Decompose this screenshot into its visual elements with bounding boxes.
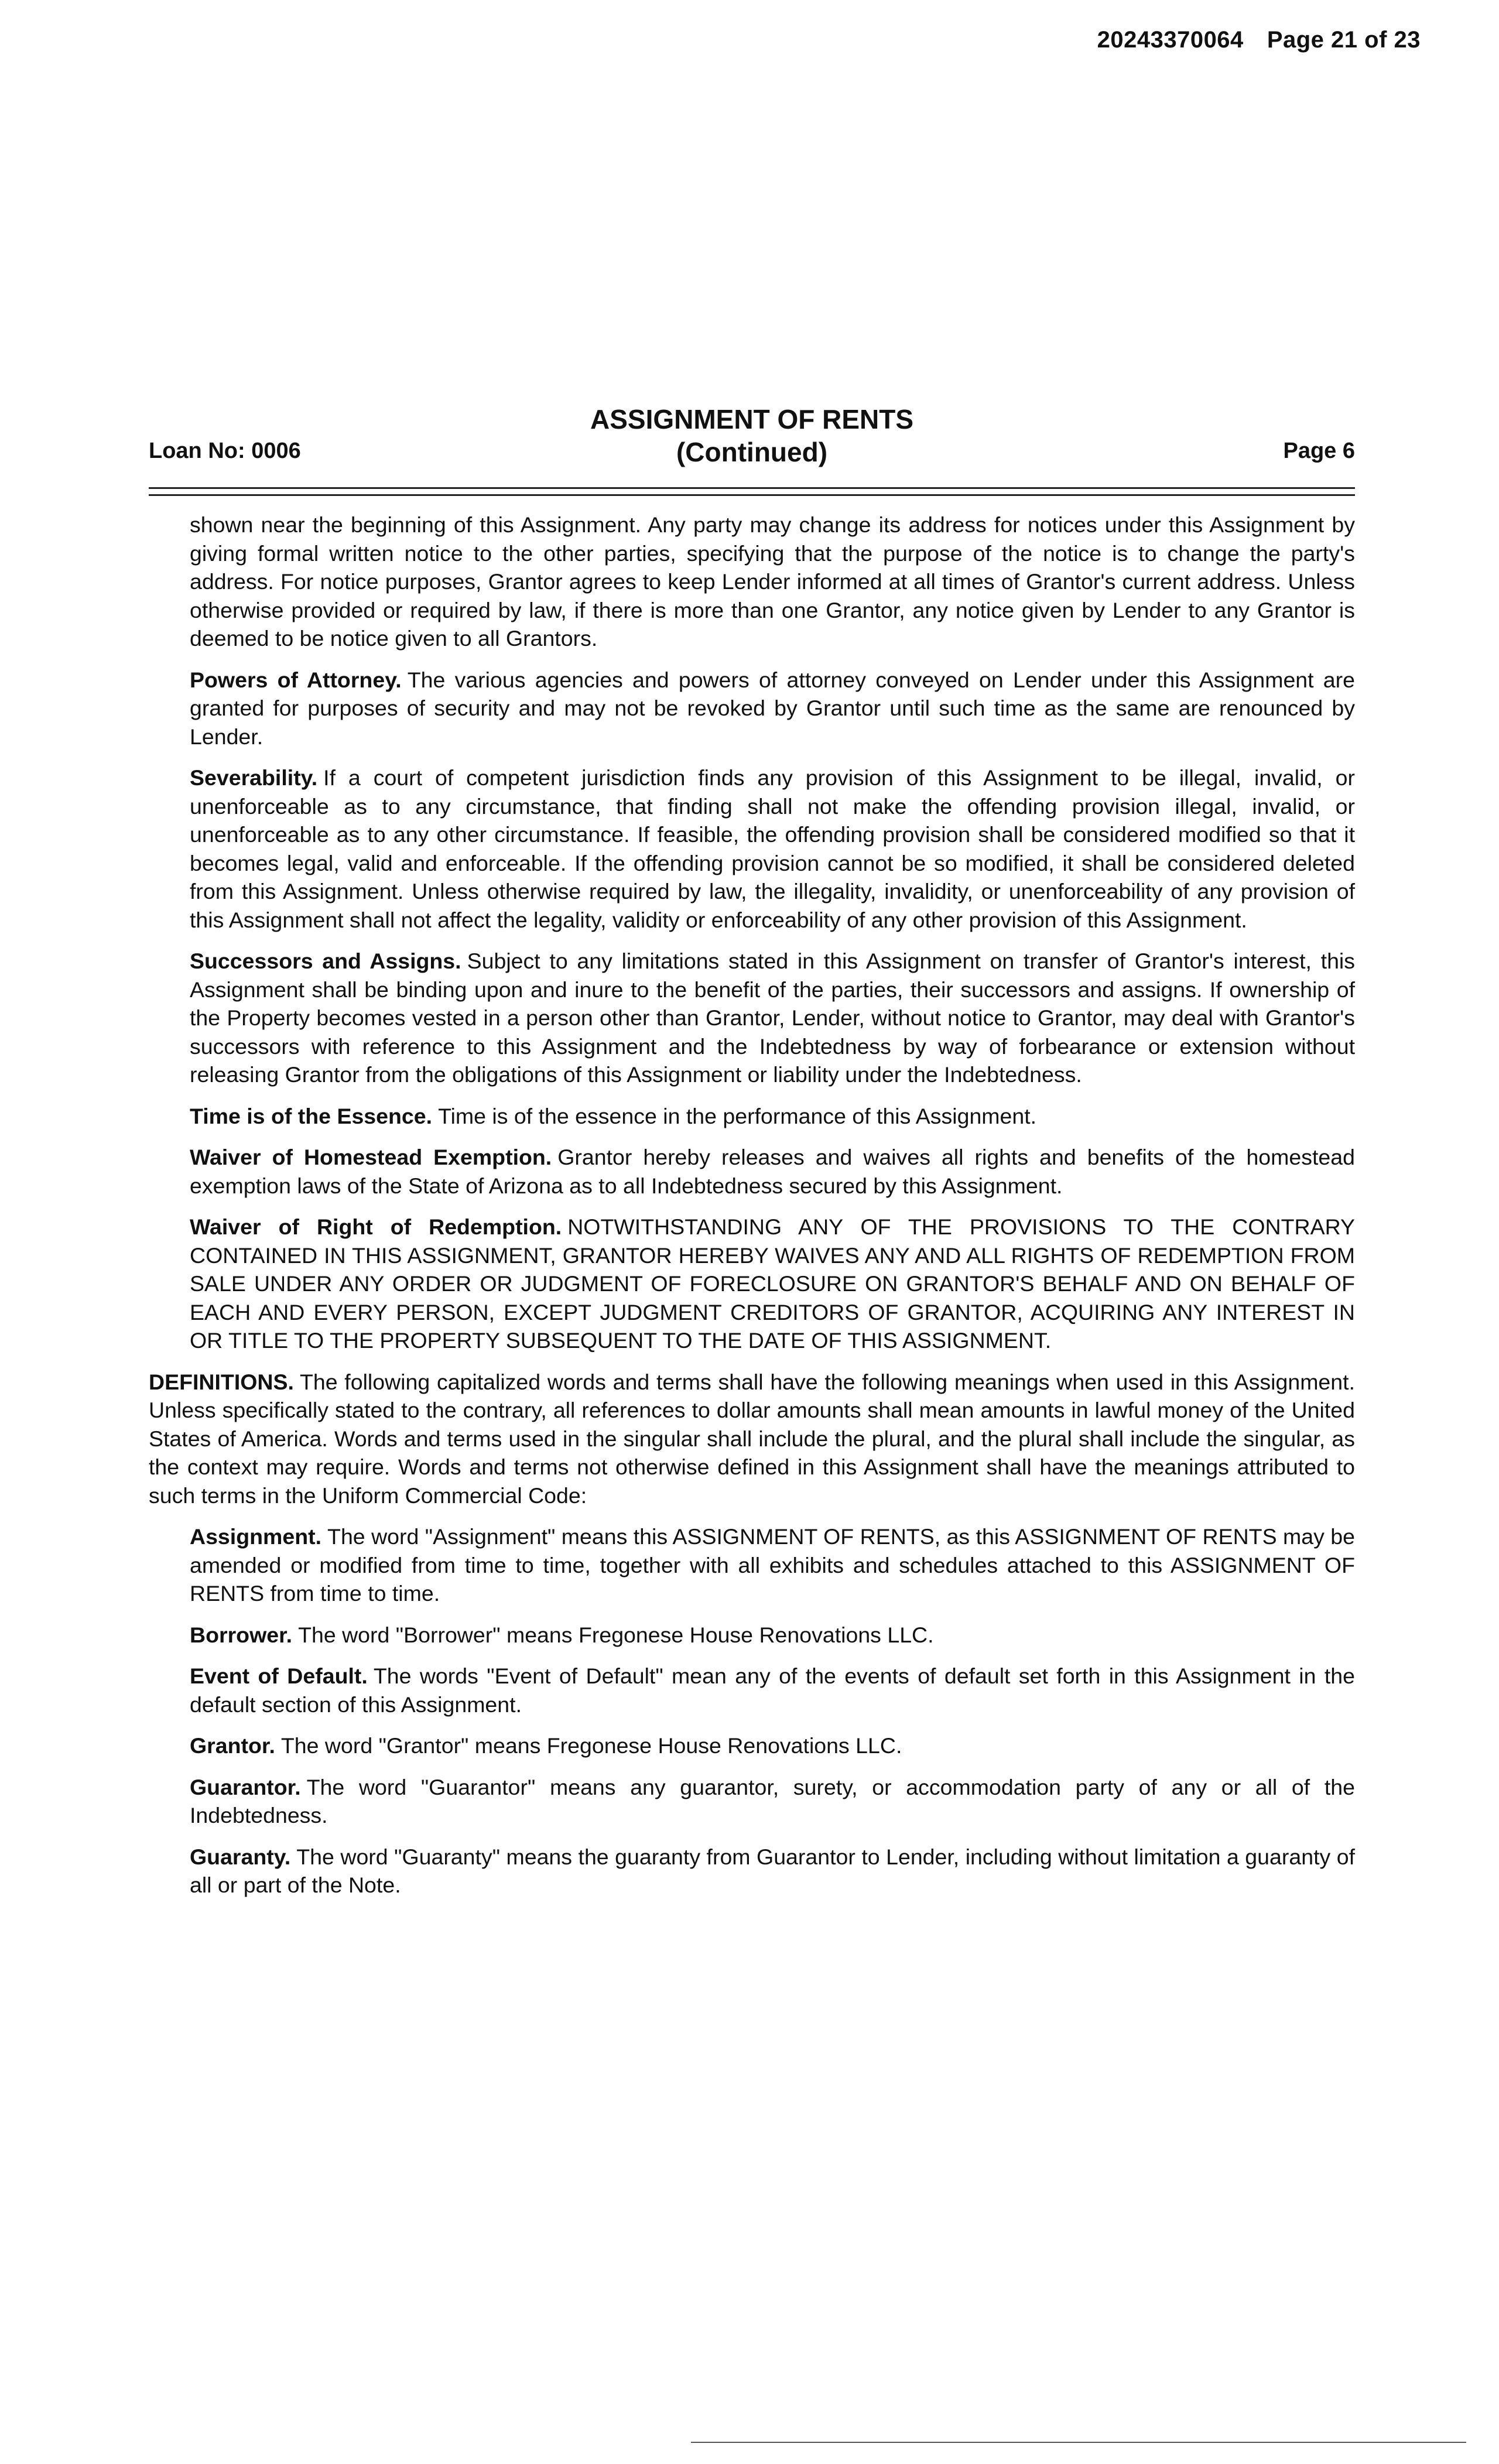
- term-heading: Guaranty.: [190, 1844, 291, 1869]
- section-text: Time is of the essence in the performance of this Assignment.: [438, 1103, 1037, 1128]
- term-text: The words "Event of Default" mean any of the events of default set forth in this Assignment in the default section of this Assignment.: [190, 1664, 1355, 1717]
- page-of-count: Page 21 of 23: [1267, 27, 1421, 53]
- title-line: ASSIGNMENT OF RENTS: [590, 404, 914, 434]
- right-of-redemption-section: [190, 1213, 1355, 1355]
- header-rule-top: [149, 487, 1355, 489]
- section-heading: Successors and Assigns.: [190, 949, 461, 973]
- term-heading: Event of Default.: [190, 1664, 368, 1688]
- term-heading: Borrower.: [190, 1622, 293, 1647]
- term-text: The word "Borrower" means Fregonese House Renovations LLC.: [298, 1622, 934, 1647]
- term-text: The word "Grantor" means Fregonese House Renovations LLC.: [280, 1733, 902, 1758]
- time-of-essence-section: [190, 1102, 1355, 1131]
- term-text: The word "Guarantor" means any guarantor, surety, or accommodation party of any or all of the Indebtedness.: [190, 1774, 1355, 1828]
- term-text: The word "Guaranty" means the guaranty from Guarantor to Lender, including without limitation a guaranty of all or part of the Note.: [190, 1844, 1355, 1897]
- document-title: [149, 403, 1355, 468]
- section-text: The following capitalized words and terms shall have the following meanings when used in this Assignment. Unless specifically stated to the contrary, all references to dollar amounts shall mean amounts in lawful money of the United States of America. Words and terms used in the singular shall include the plural, and the plural shall include the singular, as the context may require. Words and terms not otherwise defined in this Assignment shall have the meanings attributed to such terms in the Uniform Commercial Code:: [149, 1369, 1355, 1508]
- definition-grantor: [190, 1731, 1355, 1760]
- powers-of-attorney-section: [190, 666, 1355, 751]
- definitions-section: [149, 1368, 1355, 1510]
- document-header: [149, 403, 1355, 467]
- section-heading: Waiver of Homestead Exemption.: [190, 1145, 552, 1169]
- definition-assignment: [190, 1522, 1355, 1608]
- homestead-exemption-section: [190, 1143, 1355, 1200]
- section-text: NOTWITHSTANDING ANY OF THE PROVISIONS TO THE CONTRARY CONTAINED IN THIS ASSIGNMENT, GRANTOR HEREBY WAIVES ANY AND ALL RIGHTS OF REDEMPTION FROM SALE UNDER ANY ORDER OR JUDGMENT OF FORECLOSURE ON GRANTOR'S BEHALF AND ON BEHALF OF EACH AND EVERY PERSON, EXCEPT JUDGMENT CREDITORS OF GRANTOR, ACQUIRING ANY INTEREST IN OR TITLE TO THE PROPERTY SUBSEQUENT TO THE DATE OF THIS ASSIGNMENT.: [190, 1214, 1355, 1353]
- section-heading: Severability.: [190, 765, 318, 790]
- definition-borrower: [190, 1621, 1355, 1649]
- definition-guarantor: [190, 1773, 1355, 1830]
- section-heading: Waiver of Right of Redemption.: [190, 1214, 562, 1239]
- header-rule-bottom: [149, 494, 1355, 496]
- paragraph-text: shown near the beginning of this Assignment. Any party may change its address for notices under this Assignment by giving formal written notice to the other parties, specifying that the purpose of the notice is to change the party's address. For notice purposes, Grantor agrees to keep Lender informed at all times of Grantor's current address. Unless otherwise provided or required by law, if there is more than one Grantor, any notice given by Lender to any Grantor is deemed to be notice given to all Grantors.: [190, 512, 1355, 651]
- page-number: Page 6: [1283, 439, 1355, 463]
- definition-guaranty: [190, 1843, 1355, 1900]
- notices-continued-paragraph: [190, 511, 1355, 653]
- section-text: Grantor hereby releases and waives all rights and benefits of the homestead exemption laws of the State of Arizona as to all Indebtedness secured by this Assignment.: [190, 1145, 1355, 1198]
- term-heading: Guarantor.: [190, 1774, 301, 1799]
- definition-event-of-default: [190, 1662, 1355, 1719]
- severability-section: [190, 764, 1355, 934]
- term-heading: Assignment.: [190, 1524, 322, 1549]
- section-text: Subject to any limitations stated in this Assignment on transfer of Grantor's interest, this Assignment shall be binding upon and inure to the benefit of the parties, their successors and assigns. If ownership of the Property becomes vested in a person other than Grantor, Lender, without notice to Grantor, may deal with Grantor's successors with reference to this Assignment and the Indebtedness by way of forbearance or extension without releasing Grantor from the obligations of this Assignment or liability under the Indebtedness.: [190, 949, 1356, 1087]
- document-body: [149, 511, 1355, 1912]
- section-text: If a court of competent jurisdiction finds any provision of this Assignment to be illegal, invalid, or unenforceable as to any circumstance, that finding shall not make the offending provision illegal, invalid, or unenforceable as to any other circumstance. If feasible, the offending provision shall be considered modified so that it becomes legal, valid and enforceable. If the offending provision cannot be so modified, it shall be considered deleted from this Assignment. Unless otherwise required by law, the illegality, invalidity, or unenforceability of any provision of this Assignment shall not affect the legality, validity or enforceability of any other provision of this Assignment.: [190, 765, 1355, 932]
- section-heading: Powers of Attorney.: [190, 667, 402, 692]
- section-heading: Time is of the Essence.: [190, 1103, 433, 1128]
- successors-and-assigns-section: [190, 947, 1355, 1089]
- document-number: 20243370064: [1097, 27, 1244, 53]
- subtitle-line: (Continued): [676, 437, 828, 467]
- recording-stamp: [1097, 27, 1421, 53]
- loan-number: Loan No: 0006: [149, 439, 301, 463]
- term-text: The word "Assignment" means this ASSIGNMENT OF RENTS, as this ASSIGNMENT OF RENTS may be amended or modified from time to time, together with all exhibits and schedules attached to this ASSIGNMENT OF RENTS from time to time.: [190, 1524, 1355, 1606]
- term-heading: Grantor.: [190, 1733, 275, 1758]
- section-text: The various agencies and powers of attorney conveyed on Lender under this Assignment are granted for purposes of security and may not be revoked by Grantor until such time as the same are renounced by Lender.: [190, 667, 1356, 749]
- section-heading: DEFINITIONS.: [149, 1369, 294, 1394]
- footer-signature-line: [691, 2442, 1466, 2443]
